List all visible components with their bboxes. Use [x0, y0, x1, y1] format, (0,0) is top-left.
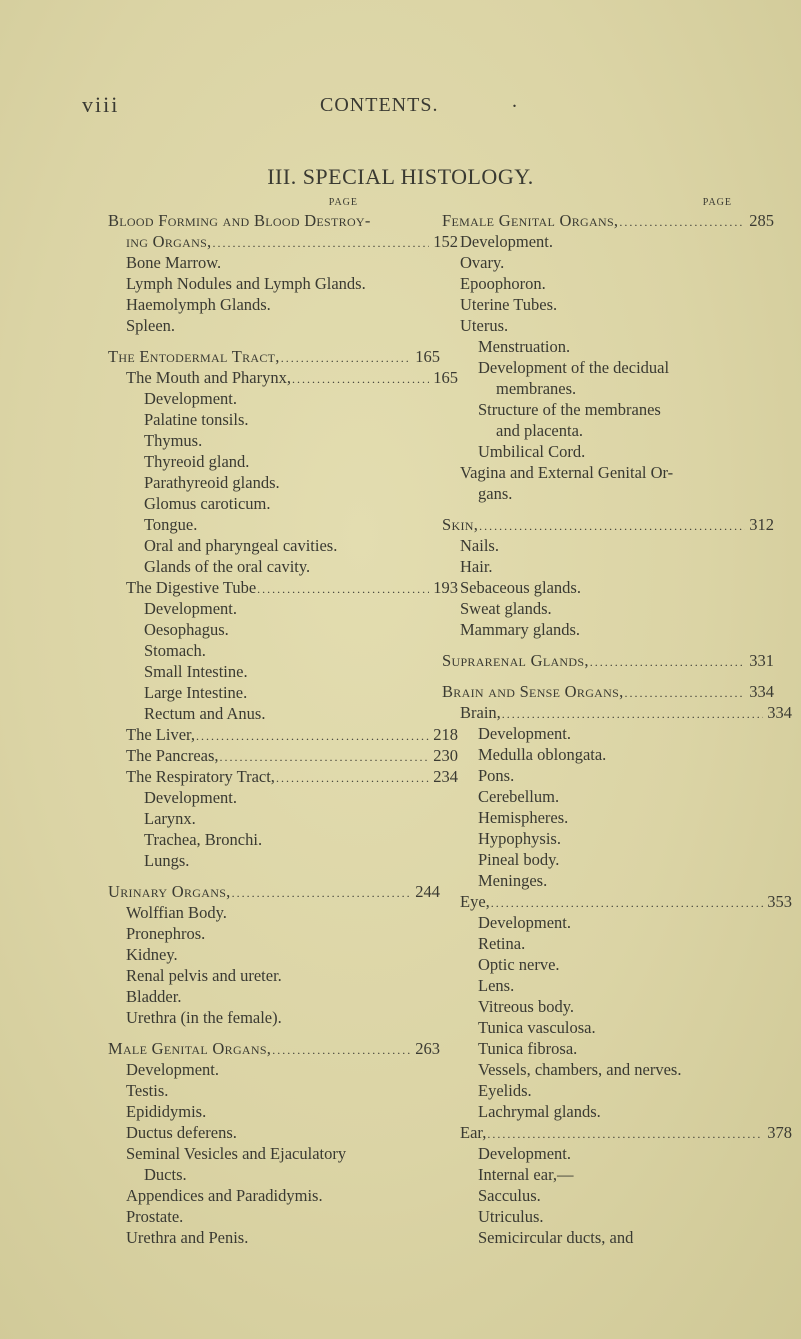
- toc-heading: Skin, ..... 312: [442, 514, 774, 535]
- toc-heading: Blood Forming and Blood Destroy-: [108, 211, 371, 230]
- toc-subheading: The Digestive Tube ..... 193: [108, 577, 458, 598]
- toc-item: Lungs.: [144, 851, 190, 870]
- page-number: 165: [433, 368, 458, 387]
- toc-subheading: The Respiratory Tract, ..... 234: [108, 766, 458, 787]
- folio: viii: [82, 92, 120, 117]
- running-dot: .: [512, 90, 517, 112]
- toc-subheading: Ear, ..... 378: [442, 1122, 792, 1143]
- toc-item: Lymph Nodules and Lymph Glands.: [126, 274, 366, 293]
- toc-item: Pronephros.: [126, 924, 206, 943]
- toc-item: Umbilical Cord.: [478, 442, 586, 461]
- toc-heading: Male Genital Organs, ..... 263: [108, 1038, 440, 1059]
- toc-item: Development.: [478, 1144, 572, 1163]
- toc-item: Uterus.: [460, 316, 509, 335]
- toc-item: Larynx.: [144, 809, 196, 828]
- toc-item: Trachea, Bronchi.: [144, 830, 263, 849]
- page-number: 244: [415, 882, 440, 901]
- page-number: 218: [433, 725, 458, 744]
- toc-item: Meninges.: [478, 871, 548, 890]
- page-number: 230: [433, 746, 458, 765]
- toc-item: Testis.: [126, 1081, 169, 1100]
- toc-item: Oesophagus.: [144, 620, 229, 639]
- toc-item: Sweat glands.: [460, 599, 552, 618]
- toc-item: Optic nerve.: [478, 955, 560, 974]
- toc-item: Bladder.: [126, 987, 182, 1006]
- toc-item: Internal ear,—: [478, 1165, 574, 1184]
- toc-subheading: The Mouth and Pharynx, ..... 165: [108, 367, 458, 388]
- toc-item: Sacculus.: [478, 1186, 541, 1205]
- toc-item: Development.: [144, 788, 238, 807]
- toc-item: Haemolymph Glands.: [126, 295, 271, 314]
- toc-heading: The Entodermal Tract, ..... 165: [108, 346, 440, 367]
- toc-item: Bone Marrow.: [126, 253, 222, 272]
- toc-item: Development.: [478, 913, 572, 932]
- toc-item: Vessels, chambers, and nerves.: [478, 1060, 682, 1079]
- contents-column-left: [108, 196, 458, 1248]
- toc-item: Large Intestine.: [144, 683, 248, 702]
- toc-item: Nails.: [460, 536, 499, 555]
- toc-item: Pons.: [478, 766, 515, 785]
- part-title: III. SPECIAL HISTOLOGY.: [267, 164, 534, 189]
- page-number: 331: [749, 651, 774, 670]
- toc-item: Oral and pharyngeal cavities.: [144, 536, 338, 555]
- toc-item: membranes.: [496, 379, 577, 398]
- toc-item: Palatine tonsils.: [144, 410, 249, 429]
- toc-item: Semicircular ducts, and: [478, 1228, 634, 1247]
- toc-item: Prostate.: [126, 1207, 184, 1226]
- toc-item: Renal pelvis and ureter.: [126, 966, 282, 985]
- page-number: 263: [415, 1039, 440, 1058]
- toc-item: Hemispheres.: [478, 808, 569, 827]
- toc-item: Tongue.: [144, 515, 198, 534]
- toc-item: Ducts.: [144, 1165, 187, 1184]
- toc-item: Epididymis.: [126, 1102, 207, 1121]
- toc-item: Wolffian Body.: [126, 903, 227, 922]
- toc-item: Development.: [144, 599, 238, 618]
- page-number: 165: [415, 347, 440, 366]
- page-number: 193: [433, 578, 458, 597]
- toc-item: Appendices and Paradidymis.: [126, 1186, 323, 1205]
- toc-item: Glands of the oral cavity.: [144, 557, 311, 576]
- page-column-label: PAGE: [328, 197, 358, 208]
- page-number: 285: [749, 211, 774, 230]
- toc-item: Lachrymal glands.: [478, 1102, 601, 1121]
- toc-item: Spleen.: [126, 316, 176, 335]
- toc-item: and placenta.: [496, 421, 584, 440]
- toc-item: Small Intestine.: [144, 662, 248, 681]
- toc-item: Vitreous body.: [478, 997, 575, 1016]
- toc-item: Ductus deferens.: [126, 1123, 237, 1142]
- contents-column-right: [442, 196, 792, 1248]
- toc-subheading: Eye, ..... 353: [442, 891, 792, 912]
- toc-item: Development of the decidual: [478, 358, 670, 377]
- page-number: 334: [749, 682, 774, 701]
- page-number: 234: [433, 767, 458, 786]
- page-number: 334: [767, 703, 792, 722]
- toc-subheading: The Pancreas, ..... 230: [108, 745, 458, 766]
- toc-item: Ovary.: [460, 253, 505, 272]
- toc-item: Development.: [460, 232, 554, 251]
- toc-subheading: The Liver, ..... 218: [108, 724, 458, 745]
- toc-item: Eyelids.: [478, 1081, 532, 1100]
- toc-item: Rectum and Anus.: [144, 704, 266, 723]
- toc-item: gans.: [478, 484, 513, 503]
- toc-item: Hair.: [460, 557, 493, 576]
- toc-item: Cerebellum.: [478, 787, 560, 806]
- toc-item: Medulla oblongata.: [478, 745, 607, 764]
- running-head: [0, 92, 801, 122]
- page-column-label: PAGE: [702, 197, 732, 208]
- toc-heading: Female Genital Organs, ..... 285: [442, 210, 774, 231]
- toc-item: Tunica fibrosa.: [478, 1039, 578, 1058]
- toc-item: Parathyreoid glands.: [144, 473, 280, 492]
- toc-heading: Urinary Organs, ..... 244: [108, 881, 440, 902]
- toc-item: Development.: [144, 389, 238, 408]
- toc-item: Thymus.: [144, 431, 203, 450]
- page-number: 353: [767, 892, 792, 911]
- toc-item: Sebaceous glands.: [460, 578, 581, 597]
- running-title: CONTENTS.: [320, 94, 439, 116]
- toc-item: Retina.: [478, 934, 526, 953]
- toc-heading: Suprarenal Glands, ..... 331: [442, 650, 774, 671]
- toc-heading-cont: ing Organs, ..... 152: [108, 231, 458, 252]
- toc-item: Structure of the membranes: [478, 400, 661, 419]
- toc-item: Development.: [126, 1060, 220, 1079]
- toc-item: Utriculus.: [478, 1207, 544, 1226]
- toc-item: Epoophoron.: [460, 274, 546, 293]
- page-number: 152: [433, 232, 458, 251]
- toc-item: Development.: [478, 724, 572, 743]
- toc-heading: Brain and Sense Organs, ..... 334: [442, 681, 774, 702]
- toc-item: Hypophysis.: [478, 829, 561, 848]
- toc-item: Menstruation.: [478, 337, 571, 356]
- toc-item: Pineal body.: [478, 850, 560, 869]
- toc-item: Lens.: [478, 976, 515, 995]
- toc-item: Seminal Vesicles and Ejaculatory: [126, 1144, 347, 1163]
- toc-item: Mammary glands.: [460, 620, 581, 639]
- toc-item: Tunica vasculosa.: [478, 1018, 596, 1037]
- toc-item: Stomach.: [144, 641, 206, 660]
- toc-item: Kidney.: [126, 945, 178, 964]
- toc-subheading: Brain, ..... 334: [442, 702, 792, 723]
- toc-item: Uterine Tubes.: [460, 295, 558, 314]
- page-number: 312: [749, 515, 774, 534]
- toc-item: Urethra (in the female).: [126, 1008, 282, 1027]
- toc-item: Thyreoid gland.: [144, 452, 250, 471]
- page-number: 378: [767, 1123, 792, 1142]
- toc-item: Urethra and Penis.: [126, 1228, 249, 1247]
- toc-item: Vagina and External Genital Or-: [460, 463, 674, 482]
- toc-item: Glomus caroticum.: [144, 494, 271, 513]
